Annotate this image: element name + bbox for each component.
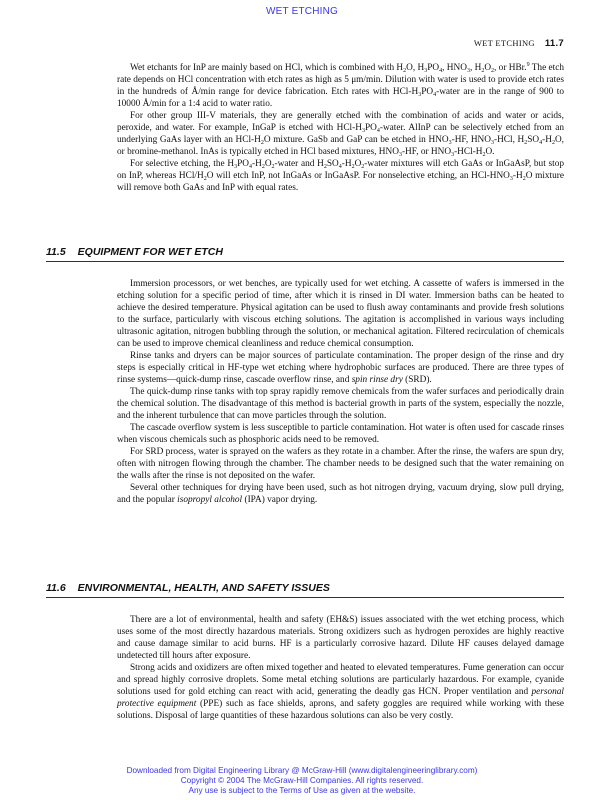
paragraph-group-iii-v: For other group III-V materials, they are generally etched with the combination of acids and water or acids, peroxide, and water. For example, InGaP is etched with HCl-$H_3PO_4$-water. AlInP can be selectively etched from an underlying GaAs layer with an HCl-$H_2O$ mixture. GaSb and GaP can be etched in $HNO_3-HF$, $HNO_3$-HCl, $H_2SO_4-H_2O$, or bromine-methanol. InAs is typically etched in HCl based mixtures, $HNO_3-HF$, or $HNO_3-HCl-H_2O$. — [117, 111, 564, 158]
footnote-ref: 9 — [526, 62, 530, 68]
paragraph-ehs-issues: There are a lot of environmental, health and safety (EH&S) issues associated with the wet etching process, which uses some of the most directly hazardous materials. Strong oxidizers such as hydrogen peroxides are highly reactive and cause damage similar to acid burns. HF is a particularly corrosive hazard. Dilute HF causes delayed damage undetected till hours after exposure. — [117, 615, 564, 661]
paragraph-immersion: Immersion processors, or wet benches, are typically used for wet etching. A cassette of wafers is immersed in the etching solution for a specific period of time, after which it is rinsed in DI water. Immersion baths can be heated to achieve the desired temperature. Physical agitation can be used to flush away contaminants and provide fresh solutions to the surface, particularly with viscous etching solutions. The agitation is accomplished in various ways including ultrasonic agitation, nitrogen bubbling through the solution, or mechanical agitation. Filtered recirculation of chemicals can be used to improve chemical cleanliness and reduce chemical consumption. — [117, 279, 564, 349]
intro-text — [117, 62, 564, 194]
page-number: 11.7 — [544, 38, 564, 49]
section-11-6-body — [117, 614, 564, 722]
paragraph-inp-etchants: Wet etchants for InP are mainly based on HCl, which is combined with $H_2O$, $H_3PO_4$, $HNO_3$, $H_2O_2$, or HBr.$^9$ The etch rate depends on HCl concentration with etch rates as high as 5 μm/min. Dilution with water is used to provide etch rates in the hundreds of Å/min range for device fabrication. Etch rates with HCl-$H_3PO_4$-water are in the range of 900 to 10000 Å/min for a 1:4 acid to water ratio. — [117, 62, 565, 109]
section-heading-11-6 — [46, 582, 564, 598]
footer-download-link[interactable]: Downloaded from Digital Engineering Library @ McGraw-Hill (www.digitalengineeringlibrary.com) — [126, 766, 478, 775]
section-heading-11-5 — [46, 246, 564, 262]
paragraph-quick-dump: The quick-dump rinse tanks with top spray rapidly remove chemicals from the wafer surfaces and periodically drain the chemical solution. The disadvantage of this method is bacterial growth in parts of the system, especially the nozzle, and the inherent turbulence that can move particles through the solution. — [117, 387, 564, 421]
paragraph-acids-oxidizers: Strong acids and oxidizers are often mixed together and heated to elevated temperatures. Fume generation can occur and spread highly corrosive droplets. Some metal etching solutions are particularly hazardous. For example, cyanide solutions used for gold etching can react with acid, generating the deadly gas HCN. Proper ventilation and personal protective equipment (PPE) such as face shields, aprons, and safety goggles are required while working with these solutions. Disposal of large quantities of these hazardous solutions can also be very costly. — [117, 663, 565, 721]
section-title: ENVIRONMENTAL, HEALTH, AND SAFETY ISSUES — [77, 582, 330, 594]
paragraph-rinse-tanks: Rinse tanks and dryers can be major sources of particulate contamination. The proper design of the rinse and dry steps is especially critical in HF-type wet etching where hydrophobic surfaces are produced. There are three types of rinse systems—quick-dump rinse, cascade overflow rinse, and spin rinse dry (SRD). — [117, 351, 564, 385]
section-number: 11.6 — [46, 582, 66, 594]
footer-copyright: Copyright © 2004 The McGraw-Hill Companies. All rights reserved. — [180, 776, 424, 785]
footer — [0, 766, 604, 796]
section-title: EQUIPMENT FOR WET ETCH — [77, 246, 223, 258]
paragraph-cascade-overflow: The cascade overflow system is less susceptible to particle contamination. Hot water is often used for cascade rinses when viscous chemicals such as phosphoric acids need to be removed. — [117, 423, 564, 445]
running-head-title: WET ETCHING — [473, 38, 535, 48]
top-banner: WET ETCHING — [265, 6, 338, 17]
running-head — [474, 38, 564, 49]
paragraph-selective-etching: For selective etching, the $H_3PO_4-H_2O_2$-water and $H_2SO_4-H_2O_2$-water mixtures will etch GaAs or InGaAsP, but stop on InP, whereas HCl/$H_2O$ will etch InP, not InGaAs or InGaAsP. For nonselective etching, an HCl-$HNO_3-H_2O$ mixture will remove both GaAs and InP with equal rates. — [117, 159, 565, 193]
paragraph-drying-techniques: Several other techniques for drying have been used, such as hot nitrogen drying, vacuum drying, slow pull drying, and the popular isopropyl alcohol (IPA) vapor drying. — [117, 483, 564, 505]
section-11-5-body — [117, 278, 564, 506]
section-number: 11.5 — [46, 246, 66, 258]
footer-terms: Any use is subject to the Terms of Use as given at the website. — [188, 786, 416, 795]
paragraph-srd: For SRD process, water is sprayed on the wafers as they rotate in a chamber. After the rinse, the wafers are spun dry, often with nitrogen flowing through the chamber. The chamber needs to be designed such that the water remaining on the walls after the rinse is not deposited on the wafer. — [117, 447, 564, 481]
